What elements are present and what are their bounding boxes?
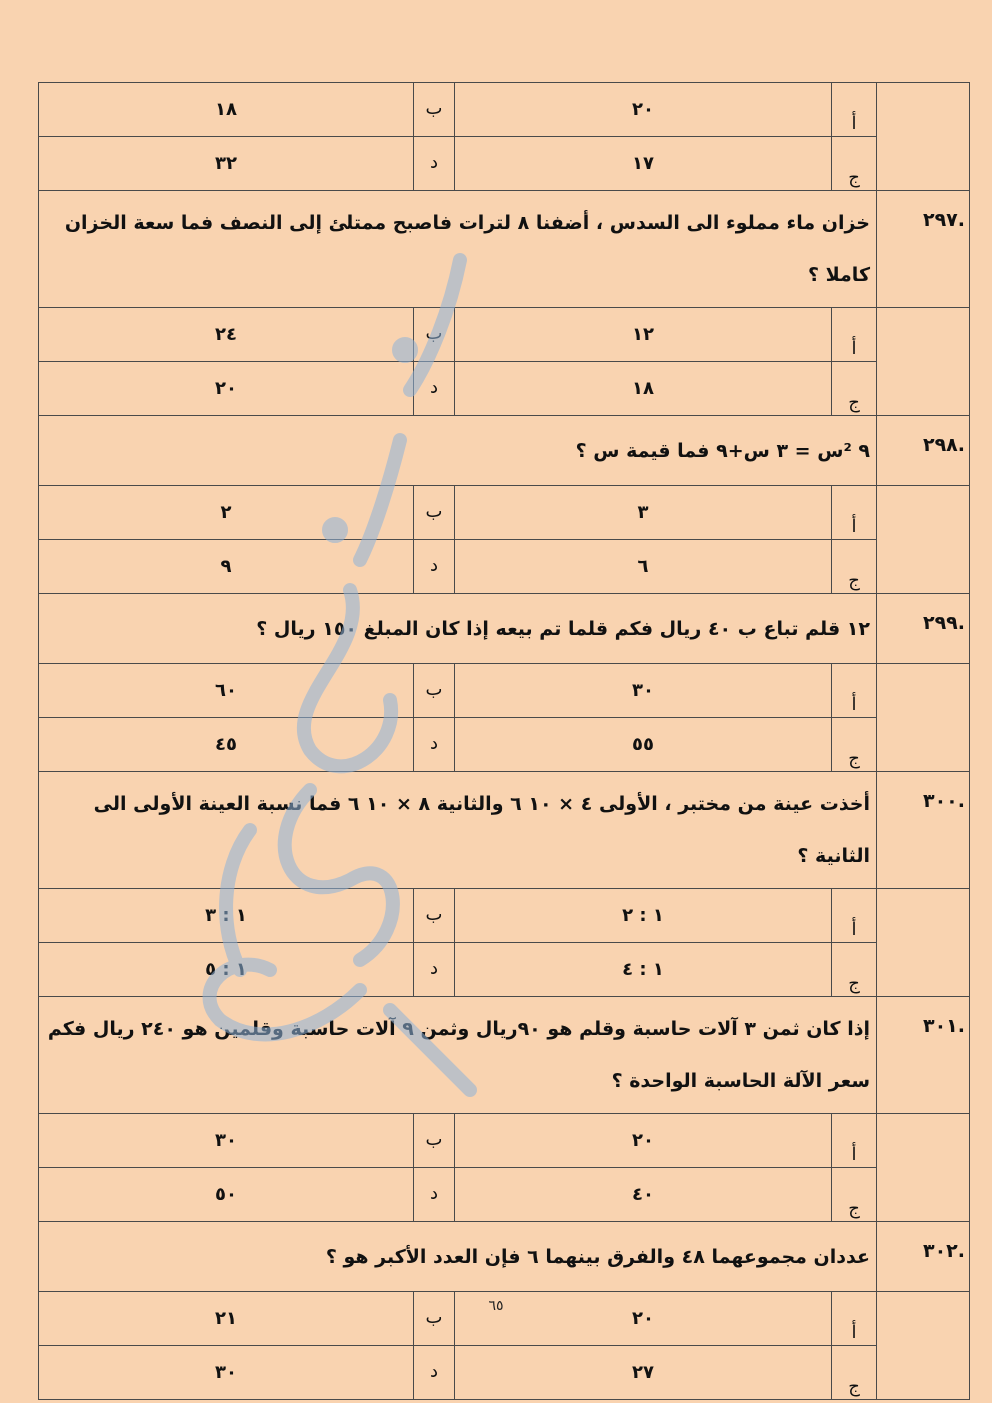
options-row-cd [39, 137, 970, 191]
option-a-value[interactable]: ٢٠ [455, 1292, 832, 1346]
option-c-value[interactable]: ٦ [455, 540, 832, 594]
options-row-ab [39, 486, 970, 540]
option-d-value[interactable]: ٩ [39, 540, 414, 594]
option-c-value[interactable]: ١٨ [455, 362, 832, 416]
option-label-a: أ [832, 1114, 877, 1168]
question-number: .٣٠٠ [877, 772, 970, 889]
number-spacer [877, 889, 970, 997]
question-number: .٢٩٩ [877, 594, 970, 664]
page-number: ٦٥ [488, 1298, 504, 1314]
option-label-c: ج [832, 943, 877, 997]
question-row [39, 997, 970, 1114]
option-label-d: د [414, 1168, 455, 1222]
options-row-ab [39, 83, 970, 137]
question-row [39, 416, 970, 486]
option-d-value[interactable]: ٤٥ [39, 718, 414, 772]
question-number: .٣٠١ [877, 997, 970, 1114]
option-a-value[interactable]: ٢٠ [455, 83, 832, 137]
option-label-c: ج [832, 362, 877, 416]
option-a-value[interactable]: ٣ [455, 486, 832, 540]
options-row-ab [39, 308, 970, 362]
option-label-a: أ [832, 83, 877, 137]
number-spacer [877, 664, 970, 772]
number-spacer [877, 486, 970, 594]
option-label-d: د [414, 943, 455, 997]
number-spacer [877, 1114, 970, 1222]
option-d-value[interactable]: ٢٠ [39, 362, 414, 416]
option-d-value[interactable]: ١ : ٥ [39, 943, 414, 997]
option-c-value[interactable]: ١٧ [455, 137, 832, 191]
option-label-c: ج [832, 137, 877, 191]
options-row-cd [39, 540, 970, 594]
question-text: ٩ ²س = ٣ س+٩ فما قيمة س ؟ [39, 416, 877, 486]
question-text: ١٢ قلم تباع ب ٤٠ ريال فكم قلما تم بيعه إذا كان المبلغ ١٥٠ ريال ؟ [39, 594, 877, 664]
option-b-value[interactable]: ٢١ [39, 1292, 414, 1346]
question-text: إذا كان ثمن ٣ آلات حاسبة وقلم هو ٩٠ريال وثمن ٩ آلات حاسبة وقلمين هو ٢٤٠ ريال فكم سعر الآلة الحاسبة الواحدة ؟ [39, 997, 877, 1114]
option-label-d: د [414, 1346, 455, 1400]
option-d-value[interactable]: ٥٠ [39, 1168, 414, 1222]
option-label-a: أ [832, 664, 877, 718]
question-row [39, 594, 970, 664]
question-number: .٢٩٨ [877, 416, 970, 486]
options-row-ab [39, 889, 970, 943]
option-b-value[interactable]: ١ : ٣ [39, 889, 414, 943]
option-label-b: ب [414, 486, 455, 540]
option-label-b: ب [414, 889, 455, 943]
option-c-value[interactable]: ١ : ٤ [455, 943, 832, 997]
options-row-cd [39, 362, 970, 416]
questions-table [38, 82, 970, 1400]
option-label-c: ج [832, 718, 877, 772]
question-row [39, 191, 970, 308]
option-b-value[interactable]: ٣٠ [39, 1114, 414, 1168]
option-b-value[interactable]: ١٨ [39, 83, 414, 137]
option-b-value[interactable]: ٢ [39, 486, 414, 540]
options-row-cd [39, 718, 970, 772]
option-c-value[interactable]: ٤٠ [455, 1168, 832, 1222]
options-row-ab [39, 1114, 970, 1168]
question-row [39, 1222, 970, 1292]
option-c-value[interactable]: ٥٥ [455, 718, 832, 772]
option-label-b: ب [414, 308, 455, 362]
option-label-c: ج [832, 1346, 877, 1400]
number-spacer [877, 308, 970, 416]
question-number [877, 83, 970, 191]
options-row-cd [39, 1168, 970, 1222]
option-label-b: ب [414, 1114, 455, 1168]
option-label-d: د [414, 540, 455, 594]
option-label-a: أ [832, 1292, 877, 1346]
option-label-c: ج [832, 1168, 877, 1222]
option-label-b: ب [414, 1292, 455, 1346]
option-a-value[interactable]: ٣٠ [455, 664, 832, 718]
options-row-cd [39, 943, 970, 997]
option-a-value[interactable]: ٢٠ [455, 1114, 832, 1168]
options-row-cd [39, 1346, 970, 1400]
option-label-a: أ [832, 889, 877, 943]
option-a-value[interactable]: ١٢ [455, 308, 832, 362]
option-label-a: أ [832, 486, 877, 540]
option-d-value[interactable]: ٣٢ [39, 137, 414, 191]
option-label-d: د [414, 137, 455, 191]
option-b-value[interactable]: ٦٠ [39, 664, 414, 718]
question-number: .٢٩٧ [877, 191, 970, 308]
option-label-b: ب [414, 83, 455, 137]
option-d-value[interactable]: ٣٠ [39, 1346, 414, 1400]
option-label-d: د [414, 362, 455, 416]
question-number: .٣٠٢ [877, 1222, 970, 1292]
option-label-a: أ [832, 308, 877, 362]
option-c-value[interactable]: ٢٧ [455, 1346, 832, 1400]
question-text: عددان مجموعهما ٤٨ والفرق بينهما ٦ فإن العدد الأكبر هو ؟ [39, 1222, 877, 1292]
option-label-c: ج [832, 540, 877, 594]
options-row-ab [39, 664, 970, 718]
option-label-b: ب [414, 664, 455, 718]
question-text: أخذت عينة من مختبر ، الأولى ٤ × ١٠ ٦ والثانية ٨ × ١٠ ٦ فما نسبة العينة الأولى الى الثانية ؟ [39, 772, 877, 889]
option-a-value[interactable]: ١ : ٢ [455, 889, 832, 943]
question-text: خزان ماء مملوء الى السدس ، أضفنا ٨ لترات فاصبح ممتلئ إلى النصف فما سعة الخزان كاملا ؟ [39, 191, 877, 308]
option-label-d: د [414, 718, 455, 772]
question-row [39, 772, 970, 889]
option-b-value[interactable]: ٢٤ [39, 308, 414, 362]
